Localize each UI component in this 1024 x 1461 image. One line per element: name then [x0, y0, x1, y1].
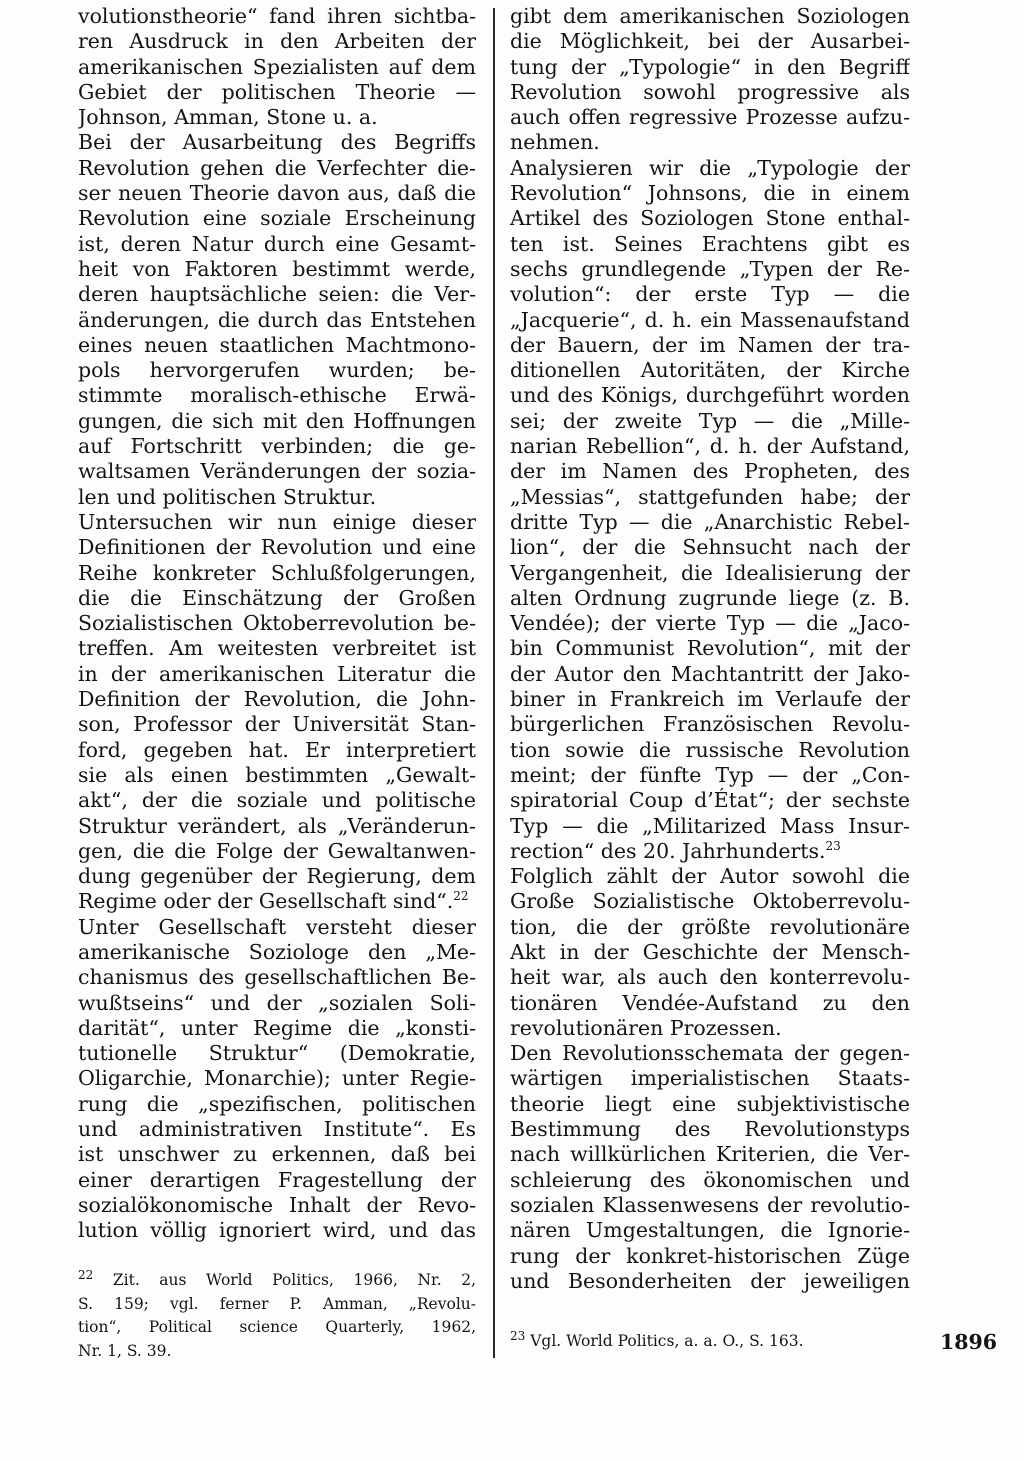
text-line: sozialen Klassenwesens der revolutio- [510, 1192, 910, 1217]
text-line: meint; der fünfte Typ — der „Con- [510, 762, 910, 787]
text-line: die Möglichkeit, bei der Ausarbei- [510, 29, 910, 54]
text-line: der im Namen des Propheten, des [510, 459, 910, 484]
footnote-line [78, 1269, 476, 1293]
text-line: schleierung des ökonomischen und [510, 1167, 910, 1192]
text-line: Bei der Ausarbeitung des Begriffs [78, 130, 476, 155]
text-line: Sozialistischen Oktoberrevolution be- [78, 611, 476, 636]
text-line: heit war, als auch den konterrevolu- [510, 965, 910, 990]
footnote-line: Nr. 1, S. 39. [78, 1341, 172, 1360]
text-line: tion, die der größte revolutionäre [510, 914, 910, 939]
text-line: Bestimmung des Revolutionstyps [510, 1117, 910, 1142]
text-line: rung die „spezifischen, politischen [78, 1091, 476, 1116]
text-line: tung der „Typologie“ in den Begriff [510, 54, 910, 79]
text-line: Johnson, Amman, Stone u. a. [78, 105, 378, 130]
text-line: eines neuen staatlichen Machtmono- [78, 332, 476, 357]
text-line: änderungen, die durch das Entstehen [78, 307, 476, 332]
text-line: auf Fortschritt verbinden; die ge- [78, 434, 476, 459]
text-line: lion“, der die Sehnsucht nach der [510, 535, 910, 560]
page-number: 1896 [940, 1330, 998, 1354]
footnote-text: Zit. aus World Politics, 1966, Nr. 2, [112, 1271, 476, 1289]
text-line: der Bauern, der im Namen der tra- [510, 332, 910, 357]
text-line: ist unschwer zu erkennen, daß bei [78, 1142, 476, 1167]
footnote-text: Vgl. World Politics, a. a. O., S. 163. [530, 1332, 804, 1350]
text-line: spiratorial Coup d’État“; der sechste [510, 788, 910, 813]
footnote-22 [78, 1269, 476, 1363]
text-line: Revolution eine soziale Erscheinung [78, 206, 476, 231]
text-line: tion sowie die russische Revolution [510, 737, 910, 762]
text-line: Unter Gesellschaft versteht dieser [78, 914, 476, 939]
text-line: Reihe konkreter Schlußfolgerungen, [78, 560, 476, 585]
text-line: revolutionären Prozessen. [510, 1015, 782, 1040]
text-line: tionären Vendée-Aufstand zu den [510, 990, 910, 1015]
text-line: Revolution sowohl progressive als [510, 79, 910, 104]
text-line-with-footnote [510, 839, 910, 864]
text-line: Oligarchie, Monarchie); unter Regie- [78, 1066, 476, 1091]
text-line: nehmen. [510, 130, 600, 155]
text-line: ist, deren Natur durch eine Gesamt- [78, 231, 476, 256]
text-line: sei; der zweite Typ — die „Mille- [510, 408, 910, 433]
text-line: und Besonderheiten der jeweiligen [510, 1268, 910, 1293]
text-line: Gebiet der politischen Theorie — [78, 79, 476, 104]
text-line: ten ist. Seines Erachtens gibt es [510, 231, 910, 256]
text-line: auch offen regressive Prozesse aufzu- [510, 105, 910, 130]
text-line: der Autor den Machtantritt der Jako- [510, 661, 910, 686]
text-line: Vendée); der vierte Typ — die „Jaco- [510, 611, 910, 636]
text-line-with-footnote [78, 889, 476, 914]
text-line: pols hervorgerufen wurden; be- [78, 358, 476, 383]
text-line: alten Ordnung zugrunde liege (z. B. [510, 585, 910, 610]
footnote-ref[interactable]: 22 [453, 889, 469, 904]
text-line: Typ — die „Militarized Mass Insur- [510, 813, 910, 838]
text-line: ditionellen Autoritäten, der Kirche [510, 358, 910, 383]
footnote-number: 22 [78, 1269, 94, 1282]
text-line: gibt dem amerikanischen Soziologen [510, 4, 910, 28]
text-line: theorie liegt eine subjektivistische [510, 1091, 910, 1116]
text-line: amerikanische Soziologe den „Me- [78, 939, 476, 964]
footnote-23 [510, 1328, 870, 1350]
text-line: sozialökonomische Inhalt der Revo- [78, 1192, 476, 1217]
text-line: stimmte moralisch-ethische Erwä- [78, 383, 476, 408]
footnote-ref[interactable]: 23 [825, 838, 841, 853]
text-line: Revolution gehen die Verfechter die- [78, 155, 476, 180]
text-line: wußtseins“ und der „sozialen Soli- [78, 990, 476, 1015]
text-line: narian Rebellion“, d. h. der Aufstand, [510, 434, 910, 459]
text-line: Vergangenheit, die Idealisierung der [510, 560, 910, 585]
text-line: akt“, der die soziale und politische [78, 788, 476, 813]
text-line: nären Umgestaltungen, die Ignorie- [510, 1218, 910, 1243]
text-span: rection“ des 20. Jahrhunderts. [510, 838, 826, 863]
text-line: gen, die die Folge der Gewaltanwen- [78, 838, 476, 863]
text-line: volutionstheorie“ fand ihren sichtba- [78, 4, 476, 28]
text-line: biner in Frankreich im Verlaufe der [510, 687, 910, 712]
text-line: dung gegenüber der Regierung, dem [78, 864, 476, 889]
text-line: dritte Typ — die „Anarchistic Rebel- [510, 509, 910, 534]
text-line: und des Königs, durchgeführt worden [510, 383, 910, 408]
text-line: tutionelle Struktur“ (Demokratie, [78, 1041, 476, 1066]
text-line: darität“, unter Regime die „konsti- [78, 1015, 476, 1040]
text-line: heit von Faktoren bestimmt werde, [78, 256, 476, 281]
text-line: bin Communist Revolution“, mit der [510, 636, 910, 661]
text-line: lution völlig ignoriert wird, und das [78, 1218, 476, 1243]
footnote-line: S. 159; vgl. ferner P. Amman, „Revolu- [78, 1294, 476, 1313]
right-text-column [510, 4, 910, 1294]
text-line: Struktur verändert, als „Veränderun- [78, 813, 476, 838]
text-line: einer derartigen Fragestellung der [78, 1167, 476, 1192]
text-line: bürgerlichen Französischen Revolu- [510, 712, 910, 737]
text-line: Definitionen der Revolution und eine [78, 535, 476, 560]
text-line: len und politischen Struktur. [78, 484, 377, 509]
text-line: waltsamen Veränderungen der sozia- [78, 459, 476, 484]
footnote-line: tion“, Political science Quarterly, 1962, [78, 1318, 476, 1337]
text-line: Artikel des Soziologen Stone enthal- [510, 206, 910, 231]
text-line: Große Sozialistische Oktoberrevolu- [510, 889, 910, 914]
text-line: Folglich zählt der Autor sowohl die [510, 864, 910, 889]
text-line: ren Ausdruck in den Arbeiten der [78, 29, 476, 54]
text-line: Den Revolutionsschemata der gegen- [510, 1041, 910, 1066]
text-line: nach willkürlichen Kriterien, die Ver- [510, 1142, 910, 1167]
text-line: deren hauptsächliche seien: die Ver- [78, 282, 476, 307]
text-line: wärtigen imperialistischen Staats- [510, 1066, 910, 1091]
text-line: treffen. Am weitesten verbreitet ist [78, 636, 476, 661]
text-line: Akt in der Geschichte der Mensch- [510, 939, 910, 964]
text-line: „Jacquerie“, d. h. ein Massenaufstand [510, 307, 910, 332]
text-line: Analysieren wir die „Typologie der [510, 155, 910, 180]
text-line: in der amerikanischen Literatur die [78, 661, 476, 686]
text-line: „Messias“, stattgefunden habe; der [510, 484, 910, 509]
text-line: ford, gegeben hat. Er interpretiert [78, 737, 476, 762]
text-line: rung der konkret-historischen Züge [510, 1243, 910, 1268]
text-line: son, Professor der Universität Stan- [78, 712, 476, 737]
text-line: Definition der Revolution, die John- [78, 687, 476, 712]
text-line: Untersuchen wir nun einige dieser [78, 509, 476, 534]
text-line: gungen, die sich mit den Hoffnungen [78, 408, 476, 433]
text-line: Revolution“ Johnsons, die in einem [510, 181, 910, 206]
left-text-column [78, 4, 476, 1244]
text-line: ser neuen Theorie davon aus, daß die [78, 181, 476, 206]
column-divider [493, 8, 495, 1358]
footnote-number: 23 [510, 1328, 526, 1343]
text-line: volution“: der erste Typ — die [510, 282, 910, 307]
text-line: sie als einen bestimmten „Gewalt- [78, 762, 476, 787]
text-line: amerikanischen Spezialisten auf dem [78, 54, 476, 79]
text-line: chanismus des gesellschaftlichen Be- [78, 965, 476, 990]
text-line: sechs grundlegende „Typen der Re- [510, 256, 910, 281]
text-line: die die Einschätzung der Großen [78, 585, 476, 610]
text-line: und administrativen Institute“. Es [78, 1117, 476, 1142]
text-span: Regime oder der Gesellschaft sind“. [78, 889, 454, 914]
